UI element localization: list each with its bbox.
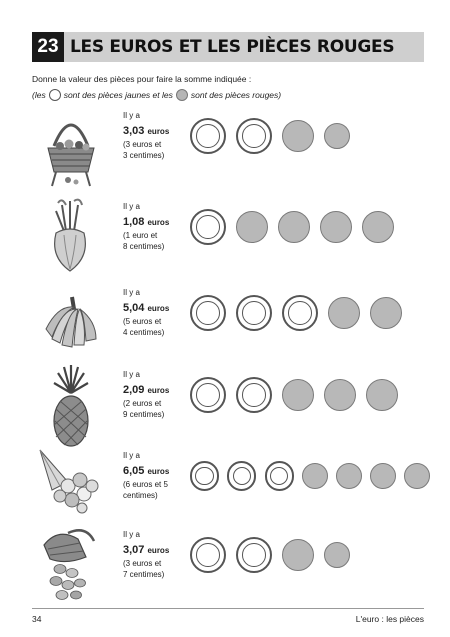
amount-detail: 4 centimes) (123, 328, 165, 337)
page-number: 34 (32, 614, 42, 624)
amount-intro: Il y a (123, 202, 140, 211)
bouquet-picture (38, 446, 104, 530)
red-coin-icon (176, 89, 188, 101)
red-coin-icon (328, 297, 360, 329)
yellow-coin-icon (236, 377, 272, 413)
amount-block (123, 201, 169, 252)
amount-intro: Il y a (123, 111, 140, 120)
amount-intro: Il y a (123, 288, 140, 297)
legend-prefix: (les (32, 90, 46, 100)
amount-detail: 3 centimes) (123, 151, 165, 160)
yellow-coin-icon (282, 295, 318, 331)
exercise-row (0, 106, 450, 192)
yellow-coin-icon (227, 461, 256, 490)
yellow-coin-icon (236, 118, 272, 154)
amount-detail: 7 centimes) (123, 570, 165, 579)
amount-block (123, 369, 169, 420)
exercise-number: 23 (32, 32, 64, 62)
yellow-coin-icon (190, 377, 226, 413)
amount-value: 5,04 euros (123, 302, 170, 314)
red-coin-icon (362, 211, 394, 243)
page-title: LES EUROS ET LES PIÈCES ROUGES (70, 37, 395, 57)
red-coin-icon (324, 542, 350, 568)
red-coin-icon (324, 123, 350, 149)
potato-basket-picture (38, 525, 104, 609)
red-coin-icon (278, 211, 310, 243)
red-coin-icon (370, 463, 396, 489)
yellow-coin-icon (190, 209, 226, 245)
yellow-coin-icon (190, 537, 226, 573)
bananas-picture (38, 283, 104, 367)
amount-block (123, 529, 169, 580)
amount-value: 3,03 euros (123, 125, 170, 137)
amount-detail: (5 euros et (123, 317, 162, 326)
amount-detail: 8 centimes) (123, 242, 165, 251)
yellow-coin-icon (190, 295, 226, 331)
amount-detail: (3 euros et (123, 559, 162, 568)
amount-value: 2,09 euros (123, 384, 170, 396)
amount-intro: Il y a (123, 370, 140, 379)
exercise-row (0, 197, 450, 283)
yellow-coin-icon (190, 461, 219, 490)
amount-value: 6,05 euros (123, 465, 170, 477)
yellow-coin-icon (190, 118, 226, 154)
red-coin-icon (282, 120, 314, 152)
amount-intro: Il y a (123, 451, 140, 460)
yellow-coin-icon (265, 461, 294, 490)
coin-legend (32, 89, 281, 101)
amount-block (123, 450, 169, 501)
red-coin-icon (236, 211, 268, 243)
instruction-text: Donne la valeur des pièces pour faire la somme indiquée : (32, 74, 252, 84)
red-coin-icon (366, 379, 398, 411)
amount-detail: (1 euro et (123, 231, 158, 240)
amount-detail: (6 euros et 5 (123, 480, 168, 489)
yellow-coin-icon (236, 537, 272, 573)
amount-block (123, 287, 169, 338)
exercise-row (0, 283, 450, 369)
exercise-row (0, 525, 450, 611)
yellow-coin-icon (49, 89, 61, 101)
red-coin-icon (324, 379, 356, 411)
legend-suffix: sont des pièces rouges) (190, 90, 282, 100)
amount-detail: 9 centimes) (123, 410, 165, 419)
red-coin-icon (370, 297, 402, 329)
amount-value: 3,07 euros (123, 544, 170, 556)
title-bar (32, 32, 424, 62)
amount-block (123, 110, 169, 161)
red-coin-icon (320, 211, 352, 243)
amount-intro: Il y a (123, 530, 140, 539)
exercise-row (0, 446, 450, 532)
red-coin-icon (282, 539, 314, 571)
exercise-row (0, 365, 450, 451)
red-coin-icon (404, 463, 430, 489)
amount-detail: (3 euros et (123, 140, 162, 149)
yellow-coin-icon (236, 295, 272, 331)
basket-picture (38, 106, 104, 190)
amount-detail: centimes) (123, 491, 158, 500)
amount-detail: (2 euros et (123, 399, 162, 408)
footer-divider (32, 608, 424, 609)
pineapple-picture (38, 365, 104, 449)
footer-title: L'euro : les pièces (355, 614, 424, 624)
red-coin-icon (336, 463, 362, 489)
red-coin-icon (302, 463, 328, 489)
legend-middle: sont des pièces jaunes et les (63, 90, 173, 100)
amount-value: 1,08 euros (123, 216, 170, 228)
red-coin-icon (282, 379, 314, 411)
fennel-picture (38, 197, 104, 281)
